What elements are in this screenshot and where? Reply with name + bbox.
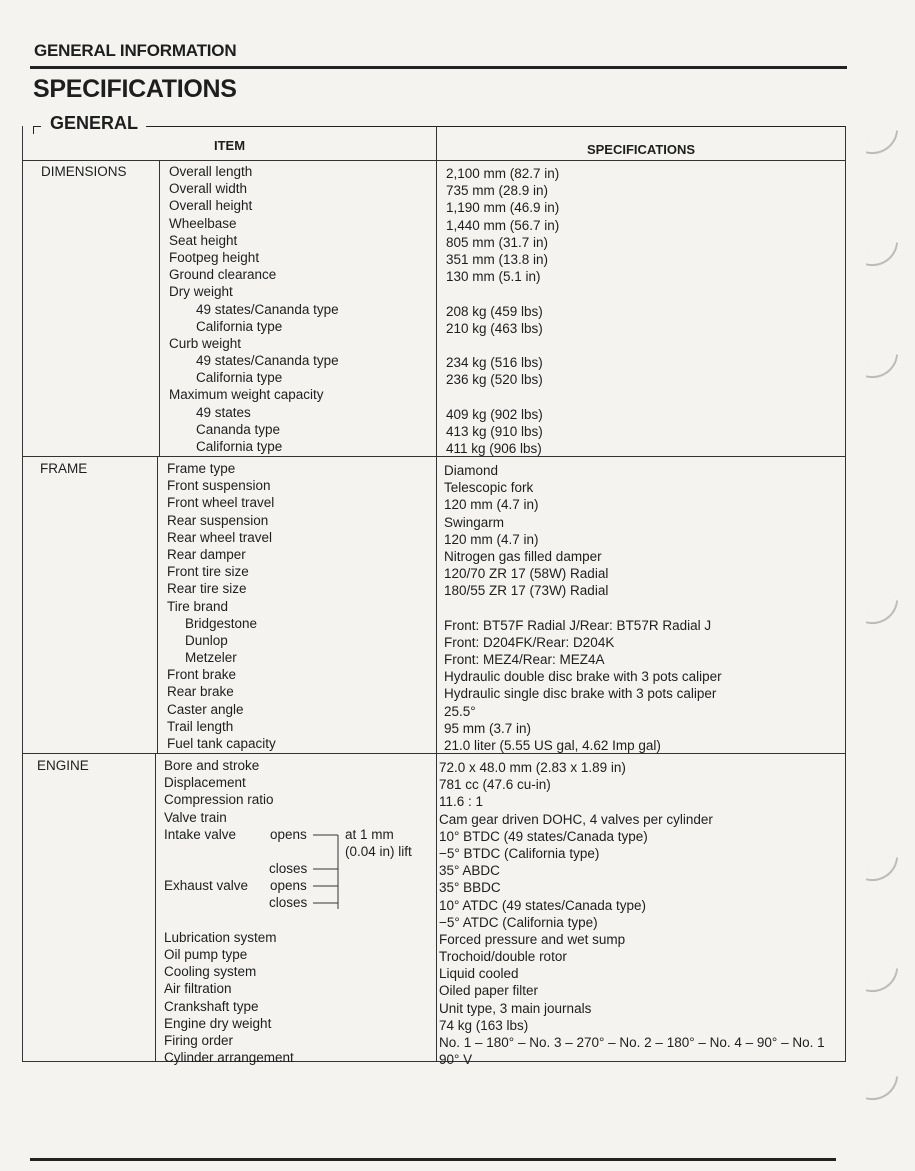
exhaust-opens-label: opens (270, 878, 307, 893)
spec-value (446, 337, 559, 354)
spec-value: 411 kg (906 lbs) (446, 441, 542, 456)
item-label: Fuel tank capacity (167, 736, 276, 751)
item-label: Exhaust valve (164, 878, 249, 894)
binder-hole (866, 1072, 898, 1104)
subsection-title: GENERAL (50, 113, 139, 133)
spec-value: Front: D204FK/Rear: D204K (444, 634, 615, 650)
item-label: Oil pump type (164, 947, 248, 963)
spec-value (444, 600, 722, 617)
spec-value: 74 kg (163 lbs) (439, 1017, 529, 1033)
item-label: Front wheel travel (167, 495, 275, 511)
spec-value: 409 kg (902 lbs) (446, 406, 543, 422)
item-label: Bridgestone (185, 615, 258, 631)
spec-value (446, 285, 559, 302)
item-label: California type (196, 439, 283, 454)
item-label: Frame type (167, 461, 236, 476)
header-rule (23, 160, 845, 161)
item-label: Front tire size (167, 564, 249, 580)
spec-value: Forced pressure and wet sump (439, 931, 626, 947)
item-label: Maximum weight capacity (169, 387, 324, 403)
item-label: Front suspension (167, 478, 271, 494)
item-label: Rear suspension (167, 512, 269, 528)
item-label: Cylinder arrangement (164, 1050, 294, 1066)
spec-value: −5° ATDC (California type) (439, 914, 598, 930)
col-divider-frame (157, 456, 158, 753)
spec-value: Swingarm (444, 514, 505, 530)
spec-value: 120 mm (4.7 in) (444, 531, 539, 547)
category-dimensions: DIMENSIONS (41, 164, 127, 179)
spec-value: 735 mm (28.9 in) (446, 183, 549, 199)
binder-hole (866, 238, 898, 270)
valve-bracket (313, 826, 343, 916)
item-label: California type (196, 318, 283, 334)
item-label: Seat height (169, 232, 238, 248)
valve-lift-value: at 1 mm (345, 827, 394, 842)
items-frame (167, 460, 276, 752)
binder-hole (866, 853, 898, 885)
spec-value: 1,190 mm (46.9 in) (446, 200, 560, 216)
group-rule-engine (23, 753, 845, 754)
item-label: Lubrication system (164, 929, 277, 945)
spec-value: 21.0 liter (5.55 US gal, 4.62 Imp gal) (444, 738, 661, 753)
item-label: Tire brand (167, 598, 229, 614)
col-divider-engine (155, 753, 156, 1061)
specs-engine (439, 759, 825, 1068)
spec-value: 234 kg (516 lbs) (446, 355, 543, 371)
spec-table (22, 126, 846, 1068)
group-rule-frame (23, 456, 845, 457)
specs-frame (444, 462, 722, 754)
spec-value: 10° ATDC (49 states/Canada type) (439, 897, 647, 913)
spec-value: Telescopic fork (444, 480, 534, 496)
spec-value: 2,100 mm (82.7 in) (446, 166, 560, 181)
spec-value: Trochoid/double rotor (439, 949, 567, 965)
spec-value (446, 388, 559, 405)
item-label: Front brake (167, 667, 237, 683)
item-label: Trail length (167, 718, 234, 734)
category-engine: ENGINE (37, 758, 89, 773)
page-title: SPECIFICATIONS (33, 75, 237, 103)
item-label: 49 states/Cananda type (196, 301, 339, 317)
spec-value: −5° BTDC (California type) (439, 845, 600, 861)
spec-value: 120/70 ZR 17 (58W) Radial (444, 566, 609, 582)
spec-value: 236 kg (520 lbs) (446, 372, 543, 388)
binder-hole (866, 126, 898, 158)
item-label: Crankshaft type (164, 998, 259, 1014)
spec-value: 10° BTDC (49 states/Canada type) (439, 828, 648, 844)
item-label: Overall width (169, 181, 248, 197)
item-label: Rear brake (167, 684, 234, 700)
item-label: Caster angle (167, 701, 244, 717)
spec-value: Front: MEZ4/Rear: MEZ4A (444, 652, 605, 668)
spec-value: 25.5° (444, 703, 476, 719)
valve-lift-unit: (0.04 in) lift (345, 844, 412, 859)
item-label: Compression ratio (164, 792, 274, 808)
item-label: Dry weight (169, 284, 233, 300)
spec-value: No. 1 – 180° – No. 3 – 270° – No. 2 – 180° – No. 4 – 90° – No. 1 (439, 1035, 825, 1050)
spec-value: 11.6 : 1 (439, 794, 484, 810)
spec-value: Liquid cooled (439, 966, 519, 982)
item-label: Intake valve (164, 826, 237, 842)
col-header-item: ITEM (213, 138, 246, 153)
items-engine (164, 757, 294, 1066)
footer-rule (30, 1158, 836, 1161)
item-label: Dunlop (185, 632, 228, 648)
spec-value: Hydraulic single disc brake with 3 pots caliper (444, 686, 717, 702)
col-header-spec: SPECIFICATIONS (586, 142, 696, 157)
intake-opens-label: opens (270, 827, 307, 842)
category-frame: FRAME (40, 461, 88, 476)
item-label: Wheelbase (169, 215, 237, 231)
item-label: Rear damper (167, 546, 246, 562)
item-label: Engine dry weight (164, 1015, 272, 1031)
section-rule (30, 66, 847, 69)
item-label: California type (196, 370, 283, 386)
spec-value: Diamond (444, 463, 499, 478)
item-label: Curb weight (169, 335, 242, 351)
spec-value: Front: BT57F Radial J/Rear: BT57R Radial J (444, 617, 712, 633)
col-divider-dim (159, 160, 160, 456)
spec-value: 805 mm (31.7 in) (446, 234, 549, 250)
spec-value: Cam gear driven DOHC, 4 valves per cylinder (439, 811, 713, 827)
binder-hole (866, 596, 898, 628)
item-label: Rear wheel travel (167, 529, 273, 545)
spec-value: 210 kg (463 lbs) (446, 320, 543, 336)
exhaust-closes-label: closes (269, 895, 308, 910)
item-label: Overall height (169, 198, 253, 214)
spec-value: 351 mm (13.8 in) (446, 251, 549, 267)
item-label: 49 states/Cananda type (196, 353, 339, 369)
spec-value: 180/55 ZR 17 (73W) Radial (444, 583, 609, 599)
spec-value: Nitrogen gas filled damper (444, 548, 602, 564)
item-label (164, 912, 294, 929)
spec-value: Hydraulic double disc brake with 3 pots caliper (444, 669, 722, 685)
item-label: Rear tire size (167, 581, 247, 597)
spec-value: Unit type, 3 main journals (439, 1000, 592, 1016)
item-label: Footpeg height (169, 249, 260, 265)
binder-hole (866, 964, 898, 996)
item-label: Cooling system (164, 964, 257, 980)
spec-value: 1,440 mm (56.7 in) (446, 217, 560, 233)
specs-dimensions (446, 165, 559, 457)
col-divider-main (436, 126, 437, 1061)
spec-value: 781 cc (47.6 cu-in) (439, 777, 551, 793)
binder-hole (866, 350, 898, 382)
item-label: Metzeler (185, 650, 237, 666)
item-label: Ground clearance (169, 267, 277, 283)
item-label: 49 states (196, 404, 251, 420)
spec-value: 130 mm (5.1 in) (446, 269, 541, 285)
item-label: Cananda type (196, 421, 281, 437)
item-label: Valve train (164, 809, 227, 825)
item-label: Firing order (164, 1033, 234, 1048)
spec-value: 95 mm (3.7 in) (444, 720, 532, 736)
intake-closes-label: closes (269, 861, 308, 876)
spec-value: 90° V (439, 1052, 473, 1068)
item-label: Displacement (164, 775, 246, 791)
spec-value: 35° BBDC (439, 880, 501, 896)
spec-value: Oiled paper filter (439, 983, 539, 999)
item-label: Bore and stroke (164, 758, 260, 773)
item-label (164, 843, 294, 860)
item-label: Air filtration (164, 981, 232, 997)
section-label: GENERAL INFORMATION (34, 41, 237, 60)
spec-value: 72.0 x 48.0 mm (2.83 x 1.89 in) (439, 760, 626, 775)
spec-value: 208 kg (459 lbs) (446, 303, 543, 319)
spec-value: 35° ABDC (439, 863, 500, 879)
items-dimensions (169, 163, 339, 455)
item-label: Overall length (169, 164, 253, 179)
spec-value: 120 mm (4.7 in) (444, 497, 539, 513)
spec-value: 413 kg (910 lbs) (446, 423, 543, 439)
